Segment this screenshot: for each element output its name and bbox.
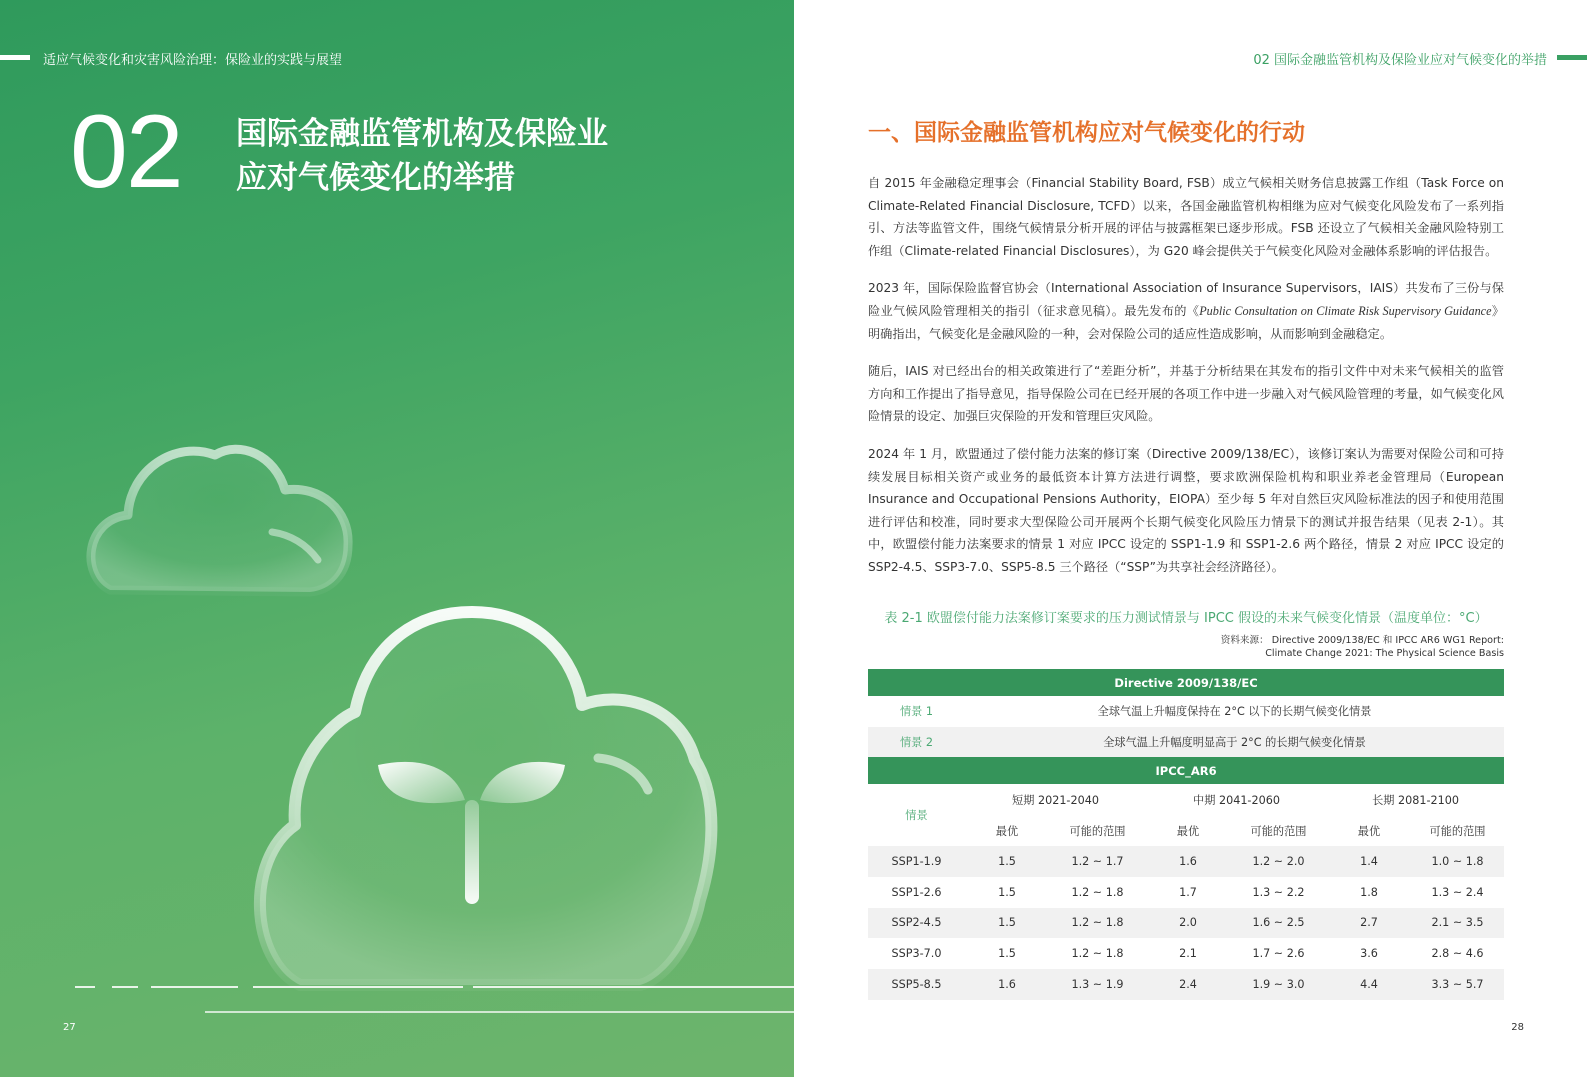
sub-best: 最优	[1357, 824, 1381, 838]
sub-range: 可能的范围	[1250, 824, 1307, 838]
chapter-title-line-1: 国际金融监管机构及保险业	[236, 116, 608, 152]
table-row	[868, 969, 1504, 1000]
sub-range: 可能的范围	[1069, 824, 1126, 838]
running-header-left: 适应气候变化和灾害风险治理：保险业的实践与展望	[43, 53, 343, 68]
ssp-name: SSP1-2.6	[891, 885, 942, 899]
directive-header-cell: Directive 2009/138/EC	[868, 669, 1504, 696]
scenario-label: 情景 1	[899, 705, 934, 719]
table-cell: 1.2 ~ 1.8	[1049, 908, 1146, 939]
small-cloud-icon	[91, 449, 348, 592]
table-cell: 1.6 ~ 2.5	[1230, 908, 1327, 939]
table-cell: 3.3 ~ 5.7	[1411, 969, 1504, 1000]
table-source-line-1: 资料来源： Directive 2009/138/EC 和 IPCC AR6 WG1 Report:	[1220, 635, 1504, 646]
paragraph-3: 随后，IAIS 对已经出台的相关政策进行了“差距分析”，并基于分析结果在其发布的指引文件中对未来气候相关的监管方向和工作提出了指导意见，指导保险公司在已经开展的各项工作中进一步融入对气候风险管理的考量，如气候变化风险情景的设定、加强巨灾保险的开发和管理巨灾风险。	[868, 364, 1504, 424]
section-title: 一、国际金融监管机构应对气候变化的行动	[868, 120, 1305, 146]
table-cell: 1.5	[998, 885, 1016, 899]
table-cell: 1.9 ~ 3.0	[1230, 969, 1327, 1000]
table-cell: 2.1	[1179, 947, 1197, 961]
table-source	[1094, 635, 1504, 660]
table-cell: 1.8	[1360, 885, 1378, 899]
table-cell: 1.2 ~ 2.0	[1230, 846, 1327, 877]
table-row	[868, 696, 1504, 727]
table-row	[868, 846, 1504, 877]
table-cell: 1.0 ~ 1.8	[1411, 846, 1504, 877]
right-page	[794, 0, 1587, 1077]
table-cell: 1.7 ~ 2.6	[1252, 947, 1305, 961]
table-cell: 1.3 ~ 1.9	[1049, 969, 1146, 1000]
table-cell: 2.8 ~ 4.6	[1431, 947, 1484, 961]
paragraph-1: 自 2015 年金融稳定理事会（Financial Stability Board, FSB）成立气候相关财务信息披露工作组（Task Force on Climate-Related Financial Disclosure, TCFD）以来，各国金融监管机构相继为应对气候变化风险发布了一系列指引、方法等监管文件，围绕气候情景分析开展的评估与披露框架已逐步形成。FSB 还设立了气候相关金融风险特别工作组（Climate-related Financial Disclosures），为 G20 峰会提供关于气候变化风险对金融体系影响的评估报告。	[868, 176, 1504, 258]
scenario-label: 情景 2	[868, 727, 965, 758]
table-cell: 1.2 ~ 1.7	[1049, 846, 1146, 877]
ipcc-header-cell: IPCC_AR6	[868, 757, 1504, 784]
ssp-name: SSP3-7.0	[891, 947, 942, 961]
paragraph-2-part-1: 2023 年，国际保险监督官协会（International Association of Insurance Supervisors，IAIS）共发布了三份与保险业气候风险管理相关的指引（征求意见稿）。最先发布的《	[868, 281, 1504, 318]
table-row	[868, 727, 1504, 758]
table-cell: 2.0	[1146, 908, 1230, 939]
table-cell: 3.6	[1360, 947, 1378, 961]
period-short: 短期 2021-2040	[1012, 793, 1099, 807]
scenario-table	[868, 669, 1504, 1000]
ssp-name: SSP2-4.5	[868, 908, 965, 939]
page-number-right: 28	[1511, 1022, 1524, 1033]
table-cell: 1.5	[965, 908, 1049, 939]
table-cell: 1.5	[998, 947, 1016, 961]
table-cell: 4.4	[1327, 969, 1411, 1000]
table-cell: 2.4	[1146, 969, 1230, 1000]
table-cell: 1.2 ~ 1.8	[1071, 885, 1124, 899]
table-cell: 1.2 ~ 1.8	[1071, 947, 1124, 961]
ssp-name: SSP5-8.5	[868, 969, 965, 1000]
paragraph-4: 2024 年 1 月，欧盟通过了偿付能力法案的修订案（Directive 2009/138/EC），该修订案认为需要对保险公司和可持续发展目标相关资产或业务的最低资本计算方法进行调整，要求欧洲保险机构和职业养老金管理局（European Insurance and Occupational Pensions Authority，EIOPA）至少每 5 年对自然巨灾风险标准法的因子和使用范围进行评估和校准，同时要求大型保险公司开展两个长期气候变化风险压力情景下的测试并报告结果（见表 2-1）。其中，欧盟偿付能力法案要求的情景 1 对应 IPCC 设定的 SSP1-1.9 和 SSP1-2.6 两个路径，情景 2 对应 IPCC 设定的 SSP2-4.5、SSP3-7.0、SSP5-8.5 三个路径（“SSP”为共享社会经济路径）。	[868, 446, 1504, 574]
table-caption: 表 2-1 欧盟偿付能力法案修订案要求的压力测试情景与 IPCC 假设的未来气候变化情景（温度单位：°C）	[884, 611, 1488, 626]
page-number-left: 27	[63, 1022, 76, 1033]
ssp-name: SSP1-1.9	[868, 846, 965, 877]
table-cell: 2.7	[1327, 908, 1411, 939]
table-source-line-2: Climate Change 2021: The Physical Science Basis	[1265, 647, 1504, 659]
table-cell: 1.6	[965, 969, 1049, 1000]
period-long: 长期 2081-2100	[1372, 793, 1459, 807]
paragraph-2-document-title: Public Consultation on Climate Risk Supervisory Guidance	[1199, 303, 1492, 318]
chapter-number: 02	[70, 94, 182, 210]
period-header-row	[868, 784, 1504, 815]
body-text	[868, 172, 1504, 594]
table-cell: 1.6	[1146, 846, 1230, 877]
sub-range: 可能的范围	[1429, 824, 1486, 838]
scenario-description: 全球气温上升幅度明显高于 2°C 的长期气候变化情景	[965, 727, 1504, 758]
sub-best: 最优	[1176, 824, 1200, 838]
table-row	[868, 938, 1504, 969]
table-cell: 2.1 ~ 3.5	[1411, 908, 1504, 939]
table-cell: 1.3 ~ 2.2	[1252, 885, 1305, 899]
sub-best: 最优	[995, 824, 1019, 838]
chapter-title-line-2: 应对气候变化的举措	[236, 160, 515, 196]
table-header-ipcc	[868, 757, 1504, 784]
table-cell: 1.3 ~ 2.4	[1431, 885, 1484, 899]
table-cell: 1.4	[1327, 846, 1411, 877]
running-header-right: 02 国际金融监管机构及保险业应对气候变化的举措	[1253, 53, 1547, 68]
table-header-directive	[868, 669, 1504, 696]
table-row	[868, 877, 1504, 908]
table-cell: 1.5	[965, 846, 1049, 877]
period-medium: 中期 2041-2060	[1193, 793, 1280, 807]
paragraph-2	[868, 277, 1504, 345]
paragraph-2-part-2: 》明确指出，气候变化是金融风险的一种，会对保险公司的适应性造成影响，从而影响到金融稳定。	[868, 303, 1505, 341]
table-cell: 1.7	[1179, 885, 1197, 899]
scenario-column-header: 情景	[905, 809, 928, 822]
table-row	[868, 908, 1504, 939]
scenario-description: 全球气温上升幅度保持在 2°C 以下的长期气候变化情景	[1097, 705, 1372, 719]
header-accent-bar-right	[1557, 55, 1587, 60]
